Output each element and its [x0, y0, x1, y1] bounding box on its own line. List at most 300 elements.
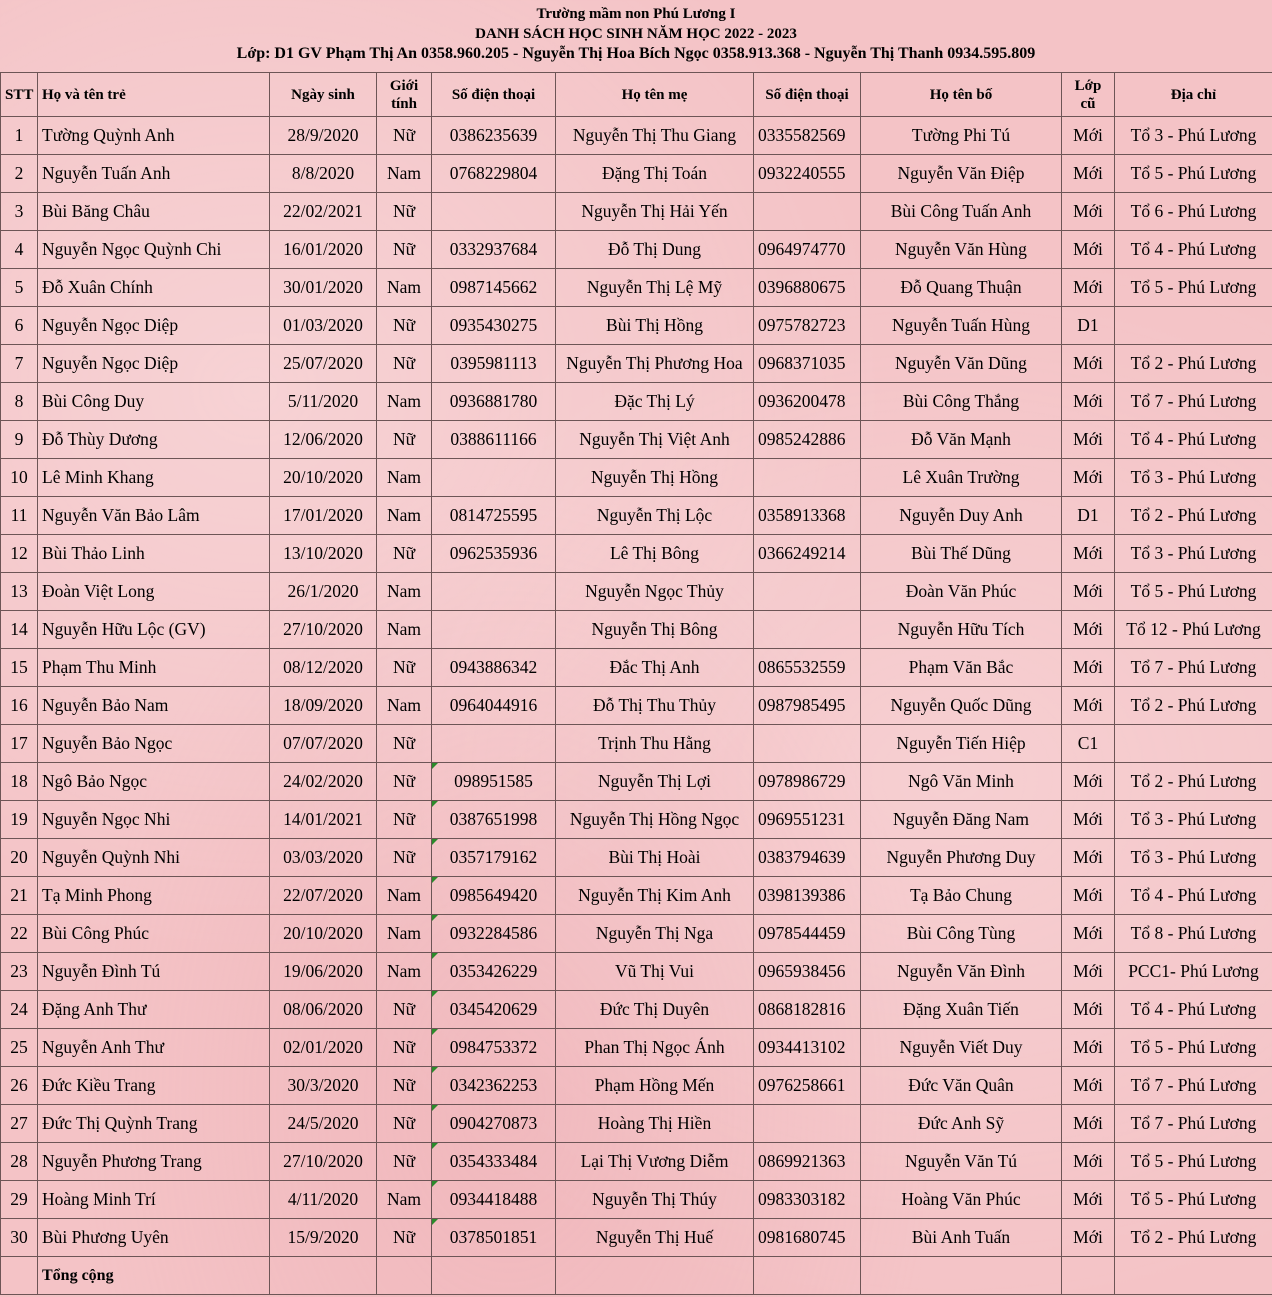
cell-child-name: Nguyễn Hữu Lộc (GV): [38, 611, 270, 649]
cell-phone-mother: 0768229804: [432, 155, 556, 193]
cell-address: [1115, 307, 1272, 345]
table-row: [1, 307, 1272, 345]
cell-old-class: Mới: [1062, 1219, 1115, 1257]
cell-gender: Nữ: [377, 725, 432, 763]
cell-mother-name: Hoàng Thị Hiền: [556, 1105, 754, 1143]
cell-mother-name: Nguyễn Thị Hồng Ngọc: [556, 801, 754, 839]
cell-phone-mother: 0934418488: [432, 1181, 556, 1219]
cell-father-name: Ngô Văn Minh: [861, 763, 1062, 801]
cell-gender: Nữ: [377, 535, 432, 573]
cell-old-class: Mới: [1062, 763, 1115, 801]
cell-stt: 27: [1, 1105, 38, 1143]
table-row: [1, 155, 1272, 193]
cell-phone-mother: [432, 573, 556, 611]
cell-stt: 6: [1, 307, 38, 345]
header-row: [1, 73, 1272, 117]
cell-dob: 24/02/2020: [270, 763, 377, 801]
cell-old-class: Mới: [1062, 687, 1115, 725]
cell-old-class: Mới: [1062, 269, 1115, 307]
cell-mother-name: Nguyễn Thị Lợi: [556, 763, 754, 801]
cell-stt: 8: [1, 383, 38, 421]
cell-gender: Nam: [377, 915, 432, 953]
cell-gender: Nam: [377, 573, 432, 611]
cell-father-name: Bùi Công Tuấn Anh: [861, 193, 1062, 231]
cell-child-name: Nguyễn Ngọc Quỳnh Chi: [38, 231, 270, 269]
cell-gender: Nữ: [377, 1219, 432, 1257]
cell-mother-name: Lại Thị Vương Diễm: [556, 1143, 754, 1181]
table-row: [1, 1219, 1272, 1257]
cell-gender: Nữ: [377, 1067, 432, 1105]
cell-stt: 10: [1, 459, 38, 497]
col-mother-name: Họ tên mẹ: [556, 73, 754, 117]
cell-mother-name: Nguyễn Thị Bông: [556, 611, 754, 649]
table-row: [1, 953, 1272, 991]
cell-mother-name: Nguyễn Thị Lệ Mỹ: [556, 269, 754, 307]
cell-gender: Nữ: [377, 991, 432, 1029]
cell-father-name: Nguyễn Văn Dũng: [861, 345, 1062, 383]
cell-stt: 12: [1, 535, 38, 573]
cell-stt: 15: [1, 649, 38, 687]
cell-gender: Nữ: [377, 421, 432, 459]
cell-father-name: Hoàng Văn Phúc: [861, 1181, 1062, 1219]
cell-child-name: Đỗ Xuân Chính: [38, 269, 270, 307]
total-row: [1, 1257, 1272, 1295]
cell-father-name: Nguyễn Phương Duy: [861, 839, 1062, 877]
cell-phone-mother: 0388611166: [432, 421, 556, 459]
cell-address: Tổ 5 - Phú Lương: [1115, 573, 1272, 611]
cell-old-class: C1: [1062, 725, 1115, 763]
cell-address: Tổ 4 - Phú Lương: [1115, 991, 1272, 1029]
cell-dob: 01/03/2020: [270, 307, 377, 345]
cell-father-name: Đức Văn Quân: [861, 1067, 1062, 1105]
cell-child-name: Đức Kiều Trang: [38, 1067, 270, 1105]
cell-gender: Nữ: [377, 117, 432, 155]
cell-mother-name: Đắc Thị Anh: [556, 649, 754, 687]
cell-phone-mother: 0342362253: [432, 1067, 556, 1105]
cell-child-name: Nguyễn Phương Trang: [38, 1143, 270, 1181]
cell-phone-father: 0358913368: [754, 497, 861, 535]
cell-phone-father: [754, 459, 861, 497]
cell-child-name: Hoàng Minh Trí: [38, 1181, 270, 1219]
cell-stt: 25: [1, 1029, 38, 1067]
cell-father-name: Đỗ Văn Mạnh: [861, 421, 1062, 459]
cell-stt: 14: [1, 611, 38, 649]
cell-phone-father: [754, 611, 861, 649]
cell-child-name: Bùi Phương Uyên: [38, 1219, 270, 1257]
col-old-class: Lớp cũ: [1062, 73, 1115, 117]
cell-gender: Nữ: [377, 763, 432, 801]
cell-address: Tổ 5 - Phú Lương: [1115, 1181, 1272, 1219]
cell-child-name: Đoàn Việt Long: [38, 573, 270, 611]
cell-stt: 30: [1, 1219, 38, 1257]
table-row: [1, 649, 1272, 687]
cell-mother-name: Nguyễn Thị Huế: [556, 1219, 754, 1257]
cell-dob: 16/01/2020: [270, 231, 377, 269]
cell-mother-name: Đặng Thị Toán: [556, 155, 754, 193]
table-row: [1, 687, 1272, 725]
cell-father-name: Nguyễn Duy Anh: [861, 497, 1062, 535]
cell-dob: 13/10/2020: [270, 535, 377, 573]
cell-phone-mother: 098951585: [432, 763, 556, 801]
cell-dob: 19/06/2020: [270, 953, 377, 991]
table-row: [1, 877, 1272, 915]
col-father-name: Họ tên bố: [861, 73, 1062, 117]
cell-mother-name: Đỗ Thị Thu Thủy: [556, 687, 754, 725]
cell-father-name: Đỗ Quang Thuận: [861, 269, 1062, 307]
cell-old-class: Mới: [1062, 877, 1115, 915]
cell-old-class: Mới: [1062, 459, 1115, 497]
cell-stt: 4: [1, 231, 38, 269]
cell-stt: 28: [1, 1143, 38, 1181]
cell-phone-father: 0335582569: [754, 117, 861, 155]
cell-stt: 22: [1, 915, 38, 953]
table-row: [1, 1105, 1272, 1143]
cell-child-name: Nguyễn Anh Thư: [38, 1029, 270, 1067]
cell-stt: 13: [1, 573, 38, 611]
cell-stt: 21: [1, 877, 38, 915]
cell-old-class: Mới: [1062, 649, 1115, 687]
cell-father-name: Bùi Công Thắng: [861, 383, 1062, 421]
cell-address: Tổ 6 - Phú Lương: [1115, 193, 1272, 231]
cell-stt: 20: [1, 839, 38, 877]
cell-phone-father: 0985242886: [754, 421, 861, 459]
cell-stt: 17: [1, 725, 38, 763]
col-address: Địa chỉ: [1115, 73, 1272, 117]
cell-father-name: Đức Anh Sỹ: [861, 1105, 1062, 1143]
table-row: [1, 117, 1272, 155]
cell-stt: 3: [1, 193, 38, 231]
school-name: Trường mầm non Phú Lương I: [536, 6, 736, 22]
cell-father-name: Bùi Anh Tuấn: [861, 1219, 1062, 1257]
cell-old-class: Mới: [1062, 1143, 1115, 1181]
cell-phone-father: 0969551231: [754, 801, 861, 839]
cell-old-class: Mới: [1062, 535, 1115, 573]
cell-dob: 18/09/2020: [270, 687, 377, 725]
cell-child-name: Nguyễn Ngọc Nhi: [38, 801, 270, 839]
cell-phone-father: 0366249214: [754, 535, 861, 573]
cell-dob: 30/3/2020: [270, 1067, 377, 1105]
cell-father-name: Nguyễn Văn Hùng: [861, 231, 1062, 269]
cell-child-name: Nguyễn Văn Bảo Lâm: [38, 497, 270, 535]
cell-gender: Nam: [377, 383, 432, 421]
cell-dob: 22/02/2021: [270, 193, 377, 231]
cell-address: Tổ 12 - Phú Lương: [1115, 611, 1272, 649]
cell-dob: 24/5/2020: [270, 1105, 377, 1143]
table-row: [1, 839, 1272, 877]
cell-phone-mother: [432, 725, 556, 763]
cell-dob: 26/1/2020: [270, 573, 377, 611]
cell-stt: 24: [1, 991, 38, 1029]
cell-father-name: Nguyễn Tiến Hiệp: [861, 725, 1062, 763]
cell-address: PCC1- Phú Lương: [1115, 953, 1272, 991]
cell-dob: 20/10/2020: [270, 459, 377, 497]
cell-dob: 07/07/2020: [270, 725, 377, 763]
table-row: [1, 269, 1272, 307]
cell-phone-mother: 0387651998: [432, 801, 556, 839]
cell-old-class: Mới: [1062, 421, 1115, 459]
cell-stt: 19: [1, 801, 38, 839]
cell-phone-mother: 0935430275: [432, 307, 556, 345]
cell-gender: Nữ: [377, 345, 432, 383]
cell-father-name: Nguyễn Viết Duy: [861, 1029, 1062, 1067]
cell-phone-father: 0865532559: [754, 649, 861, 687]
table-row: [1, 763, 1272, 801]
cell-mother-name: Nguyễn Thị Hải Yến: [556, 193, 754, 231]
cell-mother-name: Trịnh Thu Hằng: [556, 725, 754, 763]
cell-stt: 16: [1, 687, 38, 725]
cell-phone-mother: 0357179162: [432, 839, 556, 877]
cell-old-class: Mới: [1062, 1067, 1115, 1105]
cell-phone-father: 0398139386: [754, 877, 861, 915]
cell-dob: 02/01/2020: [270, 1029, 377, 1067]
cell-phone-mother: 0395981113: [432, 345, 556, 383]
cell-mother-name: Nguyễn Thị Thúy: [556, 1181, 754, 1219]
cell-child-name: Tạ Minh Phong: [38, 877, 270, 915]
cell-gender: Nữ: [377, 231, 432, 269]
cell-dob: 30/01/2020: [270, 269, 377, 307]
cell-old-class: Mới: [1062, 1181, 1115, 1219]
cell-old-class: Mới: [1062, 155, 1115, 193]
cell-phone-mother: 0936881780: [432, 383, 556, 421]
cell-phone-mother: 0378501851: [432, 1219, 556, 1257]
cell-address: Tổ 3 - Phú Lương: [1115, 839, 1272, 877]
cell-phone-father: 0396880675: [754, 269, 861, 307]
cell-child-name: Đức Thị Quỳnh Trang: [38, 1105, 270, 1143]
cell-phone-mother: 0814725595: [432, 497, 556, 535]
cell-old-class: D1: [1062, 497, 1115, 535]
table-row: [1, 725, 1272, 763]
cell-father-name: Nguyễn Đăng Nam: [861, 801, 1062, 839]
cell-phone-mother: 0354333484: [432, 1143, 556, 1181]
cell-address: Tổ 7 - Phú Lương: [1115, 1067, 1272, 1105]
cell-phone-mother: 0386235639: [432, 117, 556, 155]
cell-address: Tổ 4 - Phú Lương: [1115, 877, 1272, 915]
cell-old-class: Mới: [1062, 839, 1115, 877]
cell-dob: 5/11/2020: [270, 383, 377, 421]
cell-phone-mother: [432, 611, 556, 649]
table-row: [1, 573, 1272, 611]
cell-father-name: Tạ Bảo Chung: [861, 877, 1062, 915]
cell-phone-father: 0978544459: [754, 915, 861, 953]
cell-gender: Nam: [377, 611, 432, 649]
cell-phone-mother: 0987145662: [432, 269, 556, 307]
document-header: [0, 0, 1272, 72]
cell-stt: 23: [1, 953, 38, 991]
cell-dob: 4/11/2020: [270, 1181, 377, 1219]
col-phone-mother: Số điện thoại: [432, 73, 556, 117]
total-label: Tổng cộng: [38, 1257, 270, 1295]
cell-old-class: Mới: [1062, 345, 1115, 383]
cell-phone-father: 0383794639: [754, 839, 861, 877]
cell-mother-name: Lê Thị Bông: [556, 535, 754, 573]
cell-address: Tổ 2 - Phú Lương: [1115, 345, 1272, 383]
cell-father-name: Bùi Công Tùng: [861, 915, 1062, 953]
cell-father-name: Nguyễn Văn Đình: [861, 953, 1062, 991]
cell-phone-mother: [432, 459, 556, 497]
cell-dob: 25/07/2020: [270, 345, 377, 383]
cell-address: Tổ 4 - Phú Lương: [1115, 421, 1272, 459]
cell-gender: Nam: [377, 269, 432, 307]
cell-address: [1115, 725, 1272, 763]
cell-child-name: Bùi Thảo Linh: [38, 535, 270, 573]
cell-phone-father: [754, 573, 861, 611]
cell-dob: 12/06/2020: [270, 421, 377, 459]
cell-address: Tổ 3 - Phú Lương: [1115, 117, 1272, 155]
cell-old-class: Mới: [1062, 611, 1115, 649]
cell-phone-father: 0964974770: [754, 231, 861, 269]
cell-child-name: Bùi Băng Châu: [38, 193, 270, 231]
cell-dob: 17/01/2020: [270, 497, 377, 535]
cell-address: Tổ 7 - Phú Lương: [1115, 649, 1272, 687]
cell-stt: 26: [1, 1067, 38, 1105]
cell-mother-name: Đỗ Thị Dung: [556, 231, 754, 269]
cell-dob: 28/9/2020: [270, 117, 377, 155]
cell-child-name: Nguyễn Tuấn Anh: [38, 155, 270, 193]
cell-phone-mother: 0904270873: [432, 1105, 556, 1143]
cell-mother-name: Bùi Thị Hồng: [556, 307, 754, 345]
cell-gender: Nữ: [377, 1143, 432, 1181]
table-row: [1, 459, 1272, 497]
table-row: [1, 231, 1272, 269]
cell-mother-name: Phan Thị Ngọc Ánh: [556, 1029, 754, 1067]
cell-phone-father: 0868182816: [754, 991, 861, 1029]
cell-child-name: Bùi Công Phúc: [38, 915, 270, 953]
cell-dob: 15/9/2020: [270, 1219, 377, 1257]
cell-address: Tổ 8 - Phú Lương: [1115, 915, 1272, 953]
cell-mother-name: Đặc Thị Lý: [556, 383, 754, 421]
cell-child-name: Nguyễn Bảo Nam: [38, 687, 270, 725]
cell-phone-father: 0975782723: [754, 307, 861, 345]
cell-mother-name: Nguyễn Thị Việt Anh: [556, 421, 754, 459]
cell-stt: 2: [1, 155, 38, 193]
cell-gender: Nữ: [377, 307, 432, 345]
cell-phone-father: 0983303182: [754, 1181, 861, 1219]
cell-gender: Nữ: [377, 1105, 432, 1143]
cell-phone-father: 0968371035: [754, 345, 861, 383]
cell-phone-mother: 0984753372: [432, 1029, 556, 1067]
cell-dob: 20/10/2020: [270, 915, 377, 953]
cell-old-class: Mới: [1062, 991, 1115, 1029]
cell-father-name: Nguyễn Văn Tú: [861, 1143, 1062, 1181]
col-phone-father: Số điện thoại: [754, 73, 861, 117]
cell-old-class: Mới: [1062, 231, 1115, 269]
cell-child-name: Ngô Bảo Ngọc: [38, 763, 270, 801]
cell-address: Tổ 7 - Phú Lương: [1115, 1105, 1272, 1143]
cell-address: Tổ 2 - Phú Lương: [1115, 497, 1272, 535]
cell-gender: Nữ: [377, 193, 432, 231]
cell-phone-mother: 0353426229: [432, 953, 556, 991]
cell-address: Tổ 2 - Phú Lương: [1115, 1219, 1272, 1257]
cell-child-name: Đặng Anh Thư: [38, 991, 270, 1029]
cell-child-name: Phạm Thu Minh: [38, 649, 270, 687]
cell-gender: Nam: [377, 155, 432, 193]
cell-gender: Nữ: [377, 1029, 432, 1067]
table-row: [1, 1029, 1272, 1067]
table-row: [1, 535, 1272, 573]
cell-mother-name: Bùi Thị Hoài: [556, 839, 754, 877]
cell-address: Tổ 5 - Phú Lương: [1115, 1029, 1272, 1067]
table-row: [1, 1067, 1272, 1105]
cell-phone-mother: 0932284586: [432, 915, 556, 953]
cell-gender: Nam: [377, 497, 432, 535]
cell-child-name: Nguyễn Quỳnh Nhi: [38, 839, 270, 877]
cell-stt: 5: [1, 269, 38, 307]
cell-gender: Nữ: [377, 839, 432, 877]
table-row: [1, 1181, 1272, 1219]
cell-stt: 9: [1, 421, 38, 459]
cell-child-name: Đỗ Thùy Dương: [38, 421, 270, 459]
cell-old-class: Mới: [1062, 117, 1115, 155]
cell-mother-name: Vũ Thị Vui: [556, 953, 754, 991]
cell-address: Tổ 2 - Phú Lương: [1115, 687, 1272, 725]
cell-old-class: Mới: [1062, 1105, 1115, 1143]
cell-mother-name: Nguyễn Thị Kim Anh: [556, 877, 754, 915]
cell-old-class: Mới: [1062, 915, 1115, 953]
cell-father-name: Phạm Văn Bắc: [861, 649, 1062, 687]
cell-father-name: Bùi Thế Dũng: [861, 535, 1062, 573]
col-child-name: Họ và tên trẻ: [38, 73, 270, 117]
cell-father-name: Nguyễn Tuấn Hùng: [861, 307, 1062, 345]
cell-father-name: Nguyễn Hữu Tích: [861, 611, 1062, 649]
cell-gender: Nữ: [377, 649, 432, 687]
cell-dob: 27/10/2020: [270, 611, 377, 649]
table-row: [1, 801, 1272, 839]
cell-child-name: Nguyễn Ngọc Diệp: [38, 345, 270, 383]
col-gender: Giới tính: [377, 73, 432, 117]
table-row: [1, 193, 1272, 231]
cell-gender: Nam: [377, 877, 432, 915]
cell-phone-father: 0978986729: [754, 763, 861, 801]
cell-stt: 29: [1, 1181, 38, 1219]
cell-father-name: Nguyễn Văn Điệp: [861, 155, 1062, 193]
cell-child-name: Nguyễn Đình Tú: [38, 953, 270, 991]
cell-address: Tổ 4 - Phú Lương: [1115, 231, 1272, 269]
cell-phone-father: 0987985495: [754, 687, 861, 725]
cell-phone-mother: 0964044916: [432, 687, 556, 725]
cell-phone-father: 0976258661: [754, 1067, 861, 1105]
cell-gender: Nam: [377, 1181, 432, 1219]
cell-father-name: Đặng Xuân Tiến: [861, 991, 1062, 1029]
cell-child-name: Nguyễn Bảo Ngọc: [38, 725, 270, 763]
cell-mother-name: Nguyễn Thị Lộc: [556, 497, 754, 535]
cell-stt: 18: [1, 763, 38, 801]
cell-dob: 8/8/2020: [270, 155, 377, 193]
student-list-table: [0, 72, 1272, 1295]
cell-address: Tổ 3 - Phú Lương: [1115, 459, 1272, 497]
cell-phone-mother: [432, 193, 556, 231]
col-dob: Ngày sinh: [270, 73, 377, 117]
cell-phone-mother: 0345420629: [432, 991, 556, 1029]
cell-phone-father: 0932240555: [754, 155, 861, 193]
cell-mother-name: Nguyễn Thị Hồng: [556, 459, 754, 497]
cell-child-name: Tường Quỳnh Anh: [38, 117, 270, 155]
cell-child-name: Lê Minh Khang: [38, 459, 270, 497]
table-row: [1, 1143, 1272, 1181]
cell-dob: 08/12/2020: [270, 649, 377, 687]
cell-address: Tổ 7 - Phú Lương: [1115, 383, 1272, 421]
cell-address: Tổ 5 - Phú Lương: [1115, 269, 1272, 307]
table-row: [1, 991, 1272, 1029]
cell-child-name: Bùi Công Duy: [38, 383, 270, 421]
cell-address: Tổ 2 - Phú Lương: [1115, 763, 1272, 801]
cell-phone-father: 0936200478: [754, 383, 861, 421]
cell-dob: 22/07/2020: [270, 877, 377, 915]
cell-address: Tổ 3 - Phú Lương: [1115, 801, 1272, 839]
cell-mother-name: Nguyễn Thị Phương Hoa: [556, 345, 754, 383]
cell-phone-mother: 0985649420: [432, 877, 556, 915]
cell-phone-father: [754, 193, 861, 231]
cell-phone-mother: 0943886342: [432, 649, 556, 687]
